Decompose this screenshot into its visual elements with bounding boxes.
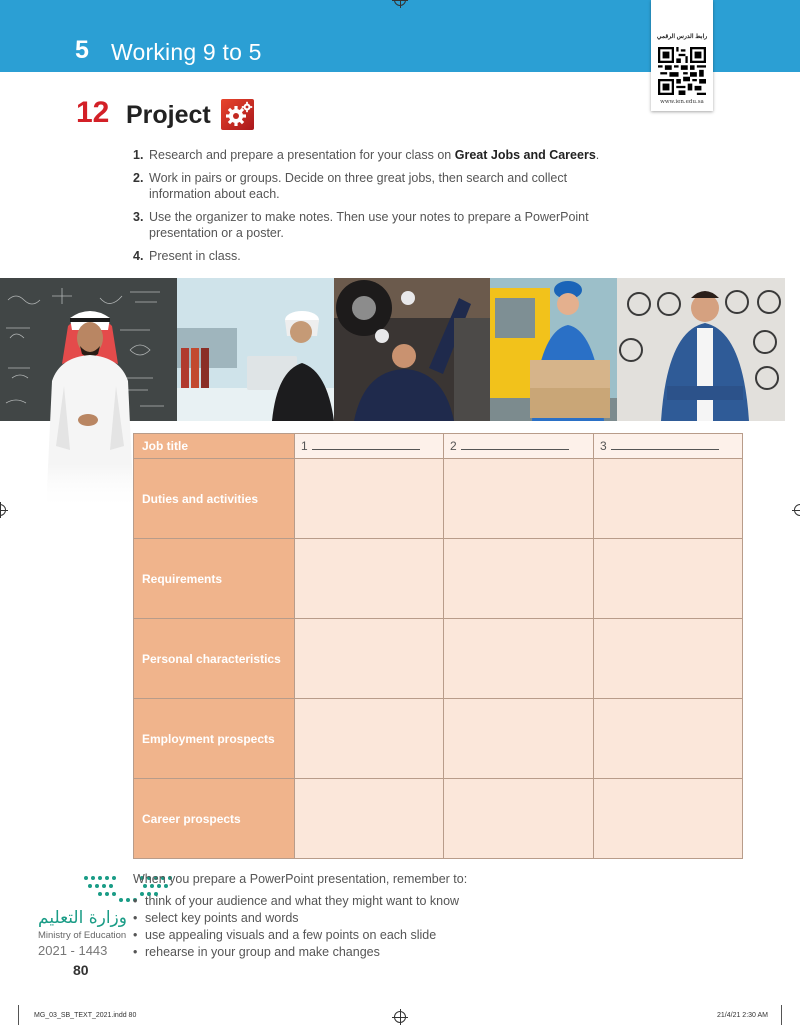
ministry-arabic-name: وزارة التعليم <box>38 908 127 928</box>
slug-file-info: MG_03_SB_TEXT_2021.indd 80 <box>34 1012 137 1019</box>
note-cell[interactable] <box>444 779 594 859</box>
tips-intro: When you prepare a PowerPoint presentation, remember to: <box>133 872 468 886</box>
row-label-duties: Duties and activities <box>134 459 295 539</box>
table-header-row <box>134 434 743 459</box>
instruction-step: 1. Research and prepare a presentation for your class on Great Jobs and Careers. <box>133 148 600 162</box>
table-row <box>134 779 743 859</box>
list-item: • select key points and words <box>133 910 553 927</box>
note-cell[interactable] <box>594 699 743 779</box>
note-cell[interactable] <box>295 539 444 619</box>
presentation-tips <box>133 871 553 961</box>
table-row <box>134 699 743 779</box>
table-row <box>134 539 743 619</box>
qr-label: رابط الدرس الرقمي <box>656 34 708 40</box>
unit-title: Working 9 to 5 <box>111 39 262 65</box>
gear-icon <box>221 99 254 130</box>
instruction-step: 3. Use the organizer to make notes. Then use your notes to prepare a PowerPoint presentation or a poster. <box>133 210 589 240</box>
note-cell[interactable] <box>295 619 444 699</box>
note-cell[interactable] <box>444 619 594 699</box>
note-cell[interactable] <box>295 459 444 539</box>
list-item: • think of your audience and what they might want to know <box>133 893 553 910</box>
table-row <box>134 459 743 539</box>
row-label-requirements: Requirements <box>134 539 295 619</box>
row-label-employment-prospects: Employment prospects <box>134 699 295 779</box>
note-cell[interactable] <box>444 539 594 619</box>
job-title-field-2[interactable]: 2 <box>444 434 594 459</box>
crop-mark <box>18 1005 19 1025</box>
ministry-english-name: Ministry of Education <box>38 930 127 941</box>
note-cell[interactable] <box>444 459 594 539</box>
registration-mark-icon <box>794 504 800 516</box>
photo-delivery-man <box>490 278 617 421</box>
unit-number: 5 <box>75 36 89 64</box>
note-cell[interactable] <box>594 619 743 699</box>
note-cell[interactable] <box>594 539 743 619</box>
photo-bicycle-shop-worker <box>617 278 785 421</box>
note-cell[interactable] <box>295 699 444 779</box>
job-organizer-table <box>133 433 743 859</box>
table-row <box>134 619 743 699</box>
registration-mark-icon <box>394 1011 406 1023</box>
crop-mark <box>781 1005 782 1025</box>
note-cell[interactable] <box>295 779 444 859</box>
page-number: 80 <box>73 962 89 978</box>
lesson-title: Project <box>126 101 211 129</box>
note-cell[interactable] <box>594 779 743 859</box>
registration-mark-icon <box>0 504 6 516</box>
row-label-personal-characteristics: Personal characteristics <box>134 619 295 699</box>
row-label-job-title: Job title <box>134 434 295 459</box>
instructions-list <box>133 147 603 271</box>
slug-date-info: 21/4/21 2:30 AM <box>717 1012 768 1019</box>
ministry-year: 2021 - 1443 <box>38 943 108 958</box>
photo-office-worker <box>177 278 334 421</box>
photo-saudi-man <box>38 296 142 511</box>
lesson-number: 12 <box>76 96 110 129</box>
note-cell[interactable] <box>444 699 594 779</box>
qr-url: www.ien.edu.sa <box>660 99 704 105</box>
list-item: • rehearse in your group and make changes <box>133 944 553 961</box>
qr-code-icon <box>658 47 706 95</box>
instruction-step: 4. Present in class. <box>133 249 241 263</box>
instruction-step: 2. Work in pairs or groups. Decide on three great jobs, then search and collect information about each. <box>133 171 568 201</box>
job-title-field-3[interactable]: 3 <box>594 434 743 459</box>
row-label-career-prospects: Career prospects <box>134 779 295 859</box>
photo-mechanic <box>334 278 490 421</box>
list-item: • use appealing visuals and a few points on each slide <box>133 927 553 944</box>
note-cell[interactable] <box>594 459 743 539</box>
qr-code-panel[interactable] <box>651 0 713 111</box>
job-title-field-1[interactable]: 1 <box>295 434 444 459</box>
tips-list <box>133 893 553 961</box>
